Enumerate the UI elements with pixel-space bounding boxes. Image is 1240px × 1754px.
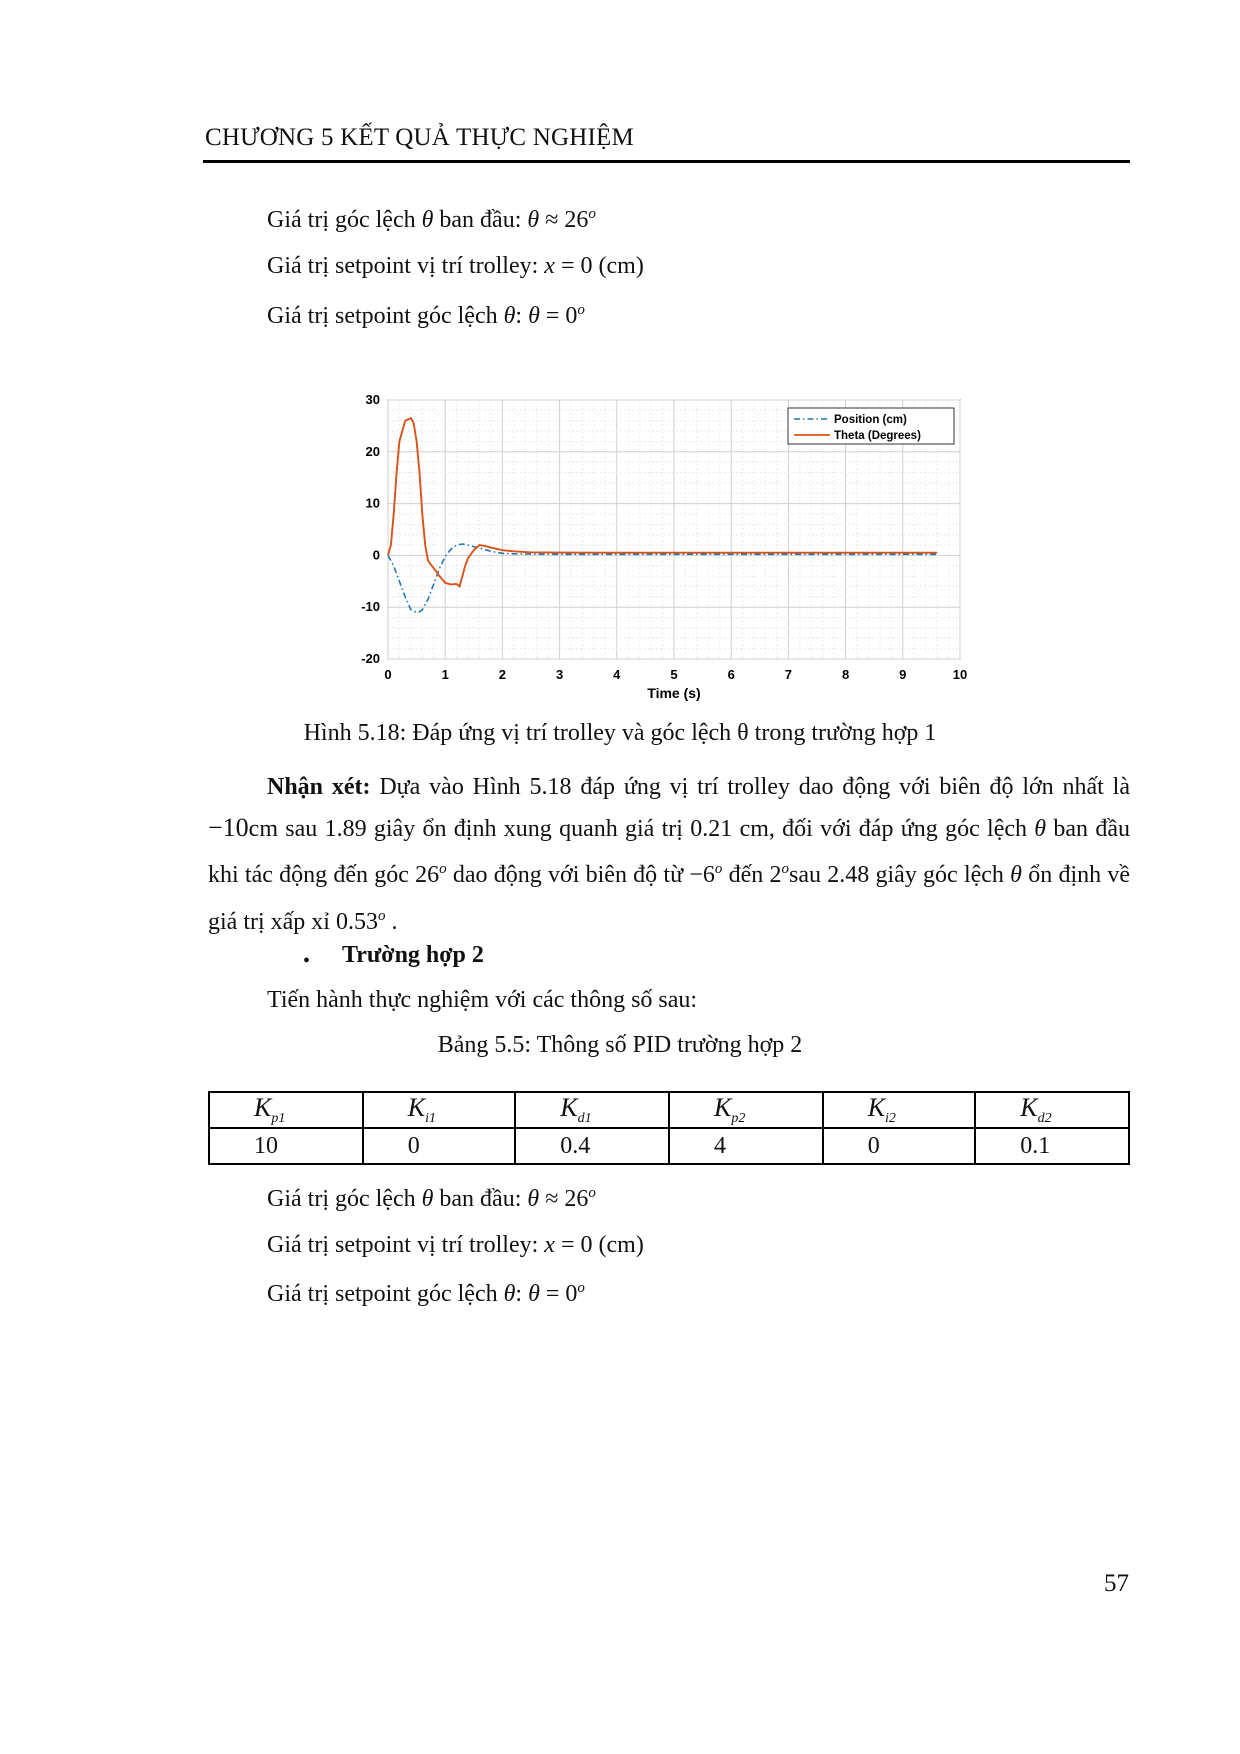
bullet-icon: •	[303, 950, 311, 972]
pid-table	[208, 1091, 1130, 1165]
x-tick-label: 10	[952, 667, 968, 682]
figure-caption: Hình 5.18: Đáp ứng vị trí trolley và góc lệch θ trong trường hợp 1	[303, 720, 937, 746]
table-header-cell: $K_{d2}$	[975, 1092, 1129, 1128]
table-cell: 4	[669, 1128, 823, 1164]
y-tick-label: 20	[365, 443, 380, 459]
table-cell: 0	[363, 1128, 516, 1164]
table-cell: 0	[823, 1128, 976, 1164]
table-cell: 10	[209, 1128, 363, 1164]
table-caption: Bảng 5.5: Thông số PID trường hợp 2	[437, 1032, 803, 1058]
x-tick-label: 2	[498, 667, 507, 682]
case2-setpoint-position-line: Giá trị setpoint vị trí trolley: x = 0 (cm)	[267, 1232, 644, 1258]
y-tick-label: -20	[361, 651, 380, 666]
table-header-cell: $K_{p2}$	[669, 1092, 823, 1128]
table-header-cell: $K_{i1}$	[363, 1092, 516, 1128]
setpoint-angle-line: Giá trị setpoint góc lệch θ: $\theta = 0^o$	[267, 302, 585, 329]
y-tick-label: 0	[372, 547, 380, 563]
x-tick-label: 7	[784, 667, 793, 682]
table-header-cell: $K_{d1}$	[515, 1092, 669, 1128]
y-tick-label: 30	[365, 392, 380, 407]
y-tick-label: -10	[361, 599, 380, 615]
remark-label: Nhận xét:	[267, 774, 371, 800]
remark-paragraph: Nhận xét: Dựa vào Hình 5.18 đáp ứng vị trí trolley dao động với biên độ lớn nhất là −10cm sau 1.89 giây ổn định xung quanh giá trị 0.21 cm, đối với đáp ứng góc lệch θ ban đầu khi tác động đến góc 26$^o$ dao động với biên độ từ $-6^o$ đến 2$^o$sau 2.48 giây góc lệch θ ổn định về giá trị xấp xỉ 0.53$^o$ .	[208, 774, 1131, 935]
x-tick-label: 4	[613, 667, 621, 682]
response-chart	[340, 390, 980, 710]
case2-setpoint-angle-line: Giá trị setpoint góc lệch θ: $\theta = 0^o$	[267, 1280, 585, 1307]
chart-legend	[788, 408, 954, 444]
table-cell: 0.1	[975, 1128, 1129, 1164]
case2-title: Trường hợp 2	[342, 942, 484, 968]
table-cell: 0.4	[515, 1128, 669, 1164]
x-tick-label: 6	[727, 667, 735, 682]
setpoint-position-line: Giá trị setpoint vị trí trolley: x = 0 (cm)	[267, 253, 644, 279]
table-header-cell: $K_{p1}$	[209, 1092, 363, 1128]
legend-label-position: Position (cm)	[834, 414, 907, 426]
initial-angle-line: Giá trị góc lệch θ ban đầu: $\theta \approx 26^o$	[267, 206, 596, 233]
case2-intro: Tiến hành thực nghiệm với các thông số sau:	[267, 987, 698, 1013]
table-header-row	[209, 1092, 1129, 1128]
header-rule	[203, 160, 1130, 163]
x-tick-label: 3	[555, 667, 564, 682]
x-tick-label: 5	[670, 667, 678, 682]
x-tick-label: 1	[441, 667, 449, 682]
y-tick-label: 10	[365, 495, 380, 511]
x-axis-label: Time (s)	[647, 685, 701, 701]
table-header-cell: $K_{i2}$	[823, 1092, 976, 1128]
x-tick-label: 0	[384, 667, 392, 682]
legend-label-theta: Theta (Degrees)	[834, 430, 921, 442]
case2-initial-angle-line: Giá trị góc lệch θ ban đầu: $\theta \approx 26^o$	[267, 1185, 596, 1212]
x-tick-label: 8	[841, 667, 850, 682]
x-tick-label: 9	[899, 667, 907, 682]
table-row	[209, 1128, 1129, 1164]
chapter-header: CHƯƠNG 5 KẾT QUẢ THỰC NGHIỆM	[205, 124, 634, 151]
page-number: 57	[1104, 1570, 1129, 1597]
